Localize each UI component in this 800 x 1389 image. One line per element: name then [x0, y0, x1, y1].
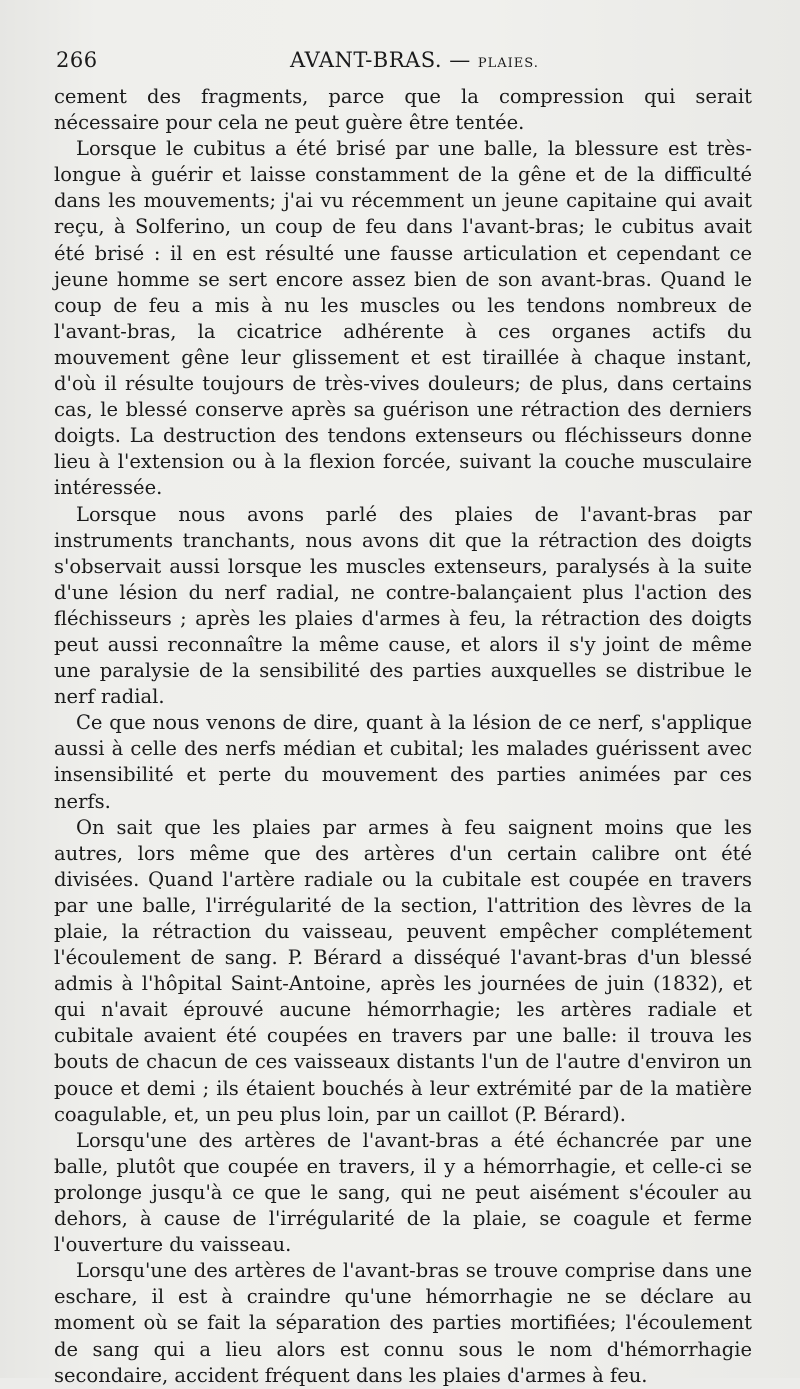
paragraph: On sait que les plaies par armes à feu saignent moins que les autres, lors même que des artères d'un certain calibre ont été divisées. Quand l'artère radiale ou la cubitale est coupée en travers par une balle, l'irrégularité de la section, l'attrition des lèvres de la plaie, la rétraction du vaisseau, peuvent empêcher complétement l'écoulement de sang. P. Bérard a disséqué l'avant-bras d'un blessé admis à l'hôpital Saint-Antoine, après les journées de juin (1832), et qui n'avait éprouvé aucune hémorrhagie; les artères radiale et cubitale avaient été coupées en travers par une balle: il trouva les bouts de chacun de ces vaisseaux distants l'un de l'autre d'environ un pouce et demi ; ils étaient bouchés à leur extrémité par de la matière coagulable, et, un peu plus loin, par un caillot (P. Bérard).	[54, 815, 752, 1126]
body-text	[54, 84, 752, 1389]
paragraph-continuation: cement des fragments, parce que la compression qui serait nécessaire pour cela ne peut guère être tentée.	[54, 85, 752, 135]
page-header	[56, 44, 752, 80]
paragraph: Lorsqu'une des artères de l'avant-bras a été échancrée par une balle, plutôt que coupée en travers, il y a hémorrhagie, et celle-ci se prolonge jusqu'à ce que le sang, qui ne peut aisément s'écouler au dehors, à cause de l'irrégularité de la plaie, se coagule et ferme l'ouverture du vaisseau.	[54, 1128, 752, 1257]
page-number: 266	[56, 48, 98, 72]
paragraph: Lorsque nous avons parlé des plaies de l'avant-bras par instruments tranchants, nous avons dit que la rétraction des doigts s'observait aussi lorsque les muscles extenseurs, paralysés à la suite d'une lésion du nerf radial, ne contre-balançaient plus l'action des fléchisseurs ; après les plaies d'armes à feu, la rétraction des doigts peut aussi reconnaître la même cause, et alors il s'y joint de même une paralysie de la sensibilité des parties auxquelles se distribue le nerf radial.	[54, 502, 752, 709]
paragraph: Lorsque le cubitus a été brisé par une balle, la blessure est très-longue à guérir et laisse constamment de la gêne et de la difficulté dans les mouvements; j'ai vu récemment un jeune capitaine qui avait reçu, à Solferino, un coup de feu dans l'avant-bras; le cubitus avait été brisé : il en est résulté une fausse articulation et cependant ce jeune homme se sert encore assez bien de son avant-bras. Quand le coup de feu a mis à nu les muscles ou les tendons nombreux de l'avant-bras, la cicatrice adhérente à ces organes actifs du mouvement gêne leur glissement et est tiraillée à chaque instant, d'où il résulte toujours de très-vives douleurs; de plus, dans certains cas, le blessé conserve après sa guérison une rétraction des derniers doigts. La destruction des tendons extenseurs ou fléchisseurs donne lieu à l'extension ou à la flexion forcée, suivant la couche musculaire intéressée.	[54, 137, 752, 500]
running-title	[290, 48, 539, 72]
paragraph: Ce que nous venons de dire, quant à la lésion de ce nerf, s'applique aussi à celle des nerfs médian et cubital; les malades guérissent avec insensibilité et perte du mouvement des parties animées par ces nerfs.	[54, 711, 752, 813]
running-title-section: PLAIES.	[477, 56, 539, 71]
paragraph: Lorsqu'une des artères de l'avant-bras se trouve comprise dans une eschare, il est à craindre qu'une hémorrhagie ne se déclare au moment où se fait la séparation des parties mortifiées; l'écoulement de sang qui a lieu alors est connu sous le nom d'hémorrhagie secondaire, accident fréquent dans les plaies d'armes à feu.	[54, 1259, 752, 1387]
running-title-main: AVANT-BRAS. —	[290, 48, 471, 72]
